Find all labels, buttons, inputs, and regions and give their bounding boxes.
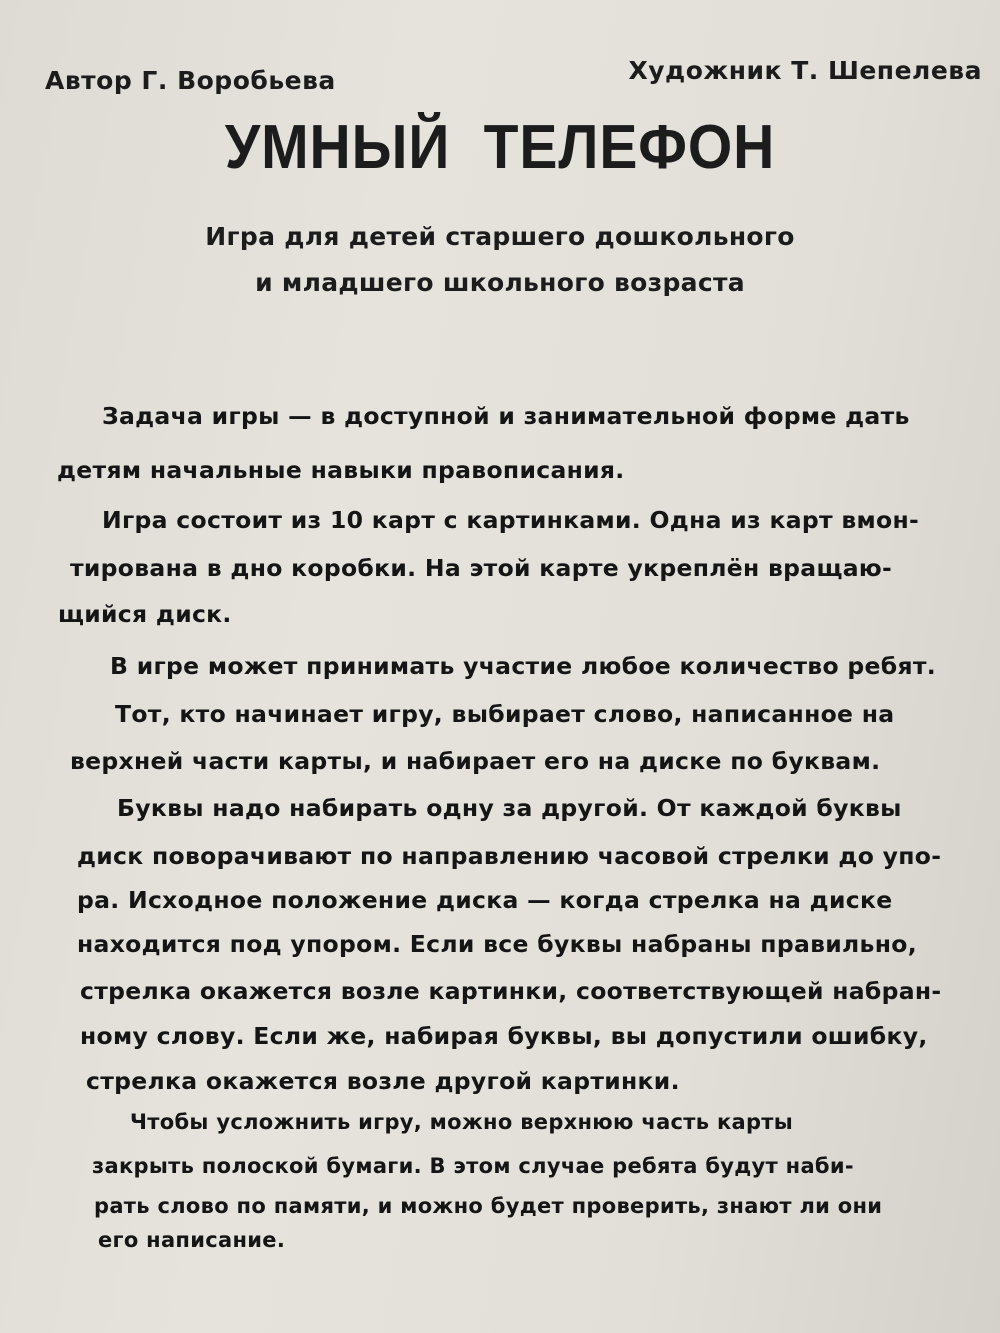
paragraph-line: Чтобы усложнить игру, можно верхнюю часть карты <box>130 1110 794 1134</box>
paragraph-line: щийся диск. <box>58 600 232 628</box>
paragraph-line: диск поворачивают по направлению часовой стрелки до упо- <box>77 842 942 870</box>
paragraph-line: Задача игры — в доступной и занимательной форме дать <box>102 402 910 430</box>
document-title: УМНЫЙ ТЕЛЕФОН <box>224 113 776 182</box>
subtitle-line-1: Игра для детей старшего дошкольного <box>205 222 795 251</box>
paragraph-line: рать слово по памяти, и можно будет проверить, знают ли они <box>94 1194 883 1218</box>
paragraph-line: находится под упором. Если все буквы набраны правильно, <box>77 930 917 958</box>
paragraph-line: Игра состоит из 10 карт с картинками. Одна из карт вмон- <box>102 506 920 534</box>
subtitle-line-2: и младшего школьного возраста <box>255 268 745 297</box>
paragraph-line: верхней части карты, и набирает его на диске по буквам. <box>70 747 881 775</box>
paragraph-line: Тот, кто начинает игру, выбирает слово, написанное на <box>115 700 895 728</box>
paragraph-line: ному слову. Если же, набирая буквы, вы допустили ошибку, <box>80 1022 928 1050</box>
paragraph-line: детям начальные навыки правописания. <box>57 456 625 484</box>
author-line: Автор Г. Воробьева <box>45 66 336 95</box>
artist-line: Художник Т. Шепелева <box>628 56 982 85</box>
paragraph-line: ра. Исходное положение диска — когда стрелка на диске <box>77 886 893 914</box>
paragraph-line: закрыть полоской бумаги. В этом случае ребята будут наби- <box>92 1154 854 1178</box>
paragraph-line: его написание. <box>98 1228 286 1252</box>
paragraph-line: стрелка окажется возле картинки, соответствующей набран- <box>80 977 942 1005</box>
paragraph-line: стрелка окажется возле другой картинки. <box>86 1067 680 1095</box>
paragraph-line: В игре может принимать участие любое количество ребят. <box>110 652 936 680</box>
paragraph-line: тирована в дно коробки. На этой карте укреплён вращаю- <box>70 554 893 582</box>
paragraph-line: Буквы надо набирать одну за другой. От каждой буквы <box>117 794 902 822</box>
